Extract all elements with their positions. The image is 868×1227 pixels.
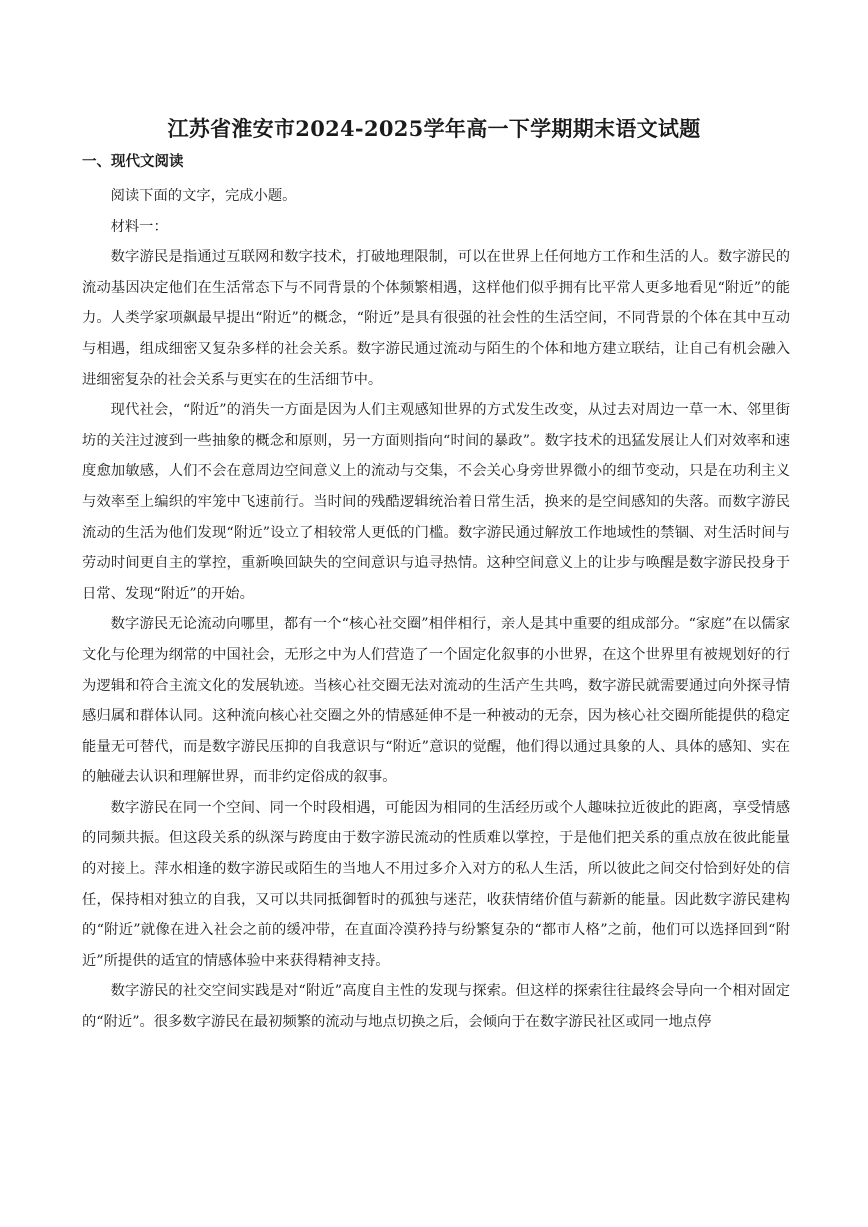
passage-paragraph: 数字游民无论流动向哪里，都有一个“核心社交圈”相伴相行，亲人是其中重要的组成部分。“家庭”在以儒家文化与伦理为纲常的中国社会，无形之中为人们营造了一个固定化叙事的小世界，在这个世界里有被规划好的行为逻辑和符合主流文化的发展轨迹。当核心社交圈无法对流动的生活产生共鸣，数字游民就需要通过向外探寻情感归属和群体认同。这种流向核心社交圈之外的情感延伸不是一种被动的无奈，因为核心社交圈所能提供的稳定能量无可替代，而是数字游民压抑的自我意识与“附近”意识的觉醒，他们得以通过具象的人、具体的感知、实在的触碰去认识和理解世界，而非约定俗成的叙事。 bbox=[82, 616, 790, 786]
instruction-text: 阅读下面的文字，完成小题。 bbox=[110, 188, 297, 204]
reading-passage bbox=[82, 181, 790, 1038]
passage-paragraph: 数字游民在同一个空间、同一个时段相遇，可能因为相同的生活经历或个人趣味拉近彼此的距离，享受情感的同频共振。但这段关系的纵深与跨度由于数字游民流动的性质难以掌控，于是他们把关系的重点放在彼此能量的对接上。萍水相逢的数字游民或陌生的当地人不用过多介入对方的私人生活，所以彼此之间交付恰到好处的信任，保持相对独立的自我，又可以共同抵御暂时的孤独与迷茫，收获情绪价值与薪新的能量。因此数字游民建构的“附近”就像在进入社会之前的缓冲带，在直面冷漠矜持与纷繁复杂的“都市人格”之前，他们可以选择回到“附近”所提供的适宜的情感体验中来获得精神支持。 bbox=[82, 799, 790, 969]
passage-paragraph: 数字游民的社交空间实践是对“附近”高度自主性的发现与探索。但这样的探索往往最终会导向一个相对固定的“附近”。很多数字游民在最初频繁的流动与地点切换之后，会倾向于在数字游民社区或同一地点停 bbox=[82, 983, 790, 1031]
passage-paragraph: 数字游民是指通过互联网和数字技术，打破地理限制，可以在世界上任何地方工作和生活的人。数字游民的流动基因决定他们在生活常态下与不同背景的个体频繁相遇，这样他们似乎拥有比平常人更多地看见“附近”的能力。人类学家项飙最早提出“附近”的概念，“附近”是具有很强的社会性的生活空间，不同背景的个体在其中互动与相遇，组成细密又复杂多样的社会关系。数字游民通过流动与陌生的个体和地方建立联结，让自己有机会融入进细密复杂的社会关系与更实在的生活细节中。 bbox=[82, 249, 790, 388]
document-title: 江苏省淮安市2024-2025学年高一下学期期末语文试题 bbox=[167, 116, 701, 141]
section-heading: 一、现代文阅读 bbox=[82, 153, 184, 170]
material-label: 材料一： bbox=[110, 218, 168, 235]
passage-paragraph: 现代社会，“附近”的消失一方面是因为人们主观感知世界的方式发生改变，从过去对周边一草一木、邻里街坊的关注过渡到一些抽象的概念和原则，另一方面则指向“时间的暴政”。数字技术的迅猛发展让人们对效率和速度愈加敏感，人们不会在意周边空间意义上的流动与交集，不会关心身旁世界微小的细节变动，只是在功利主义与效率至上编织的牢笼中飞速前行。当时间的残酷逻辑统治着日常生活，换来的是空间感知的失落。而数字游民流动的生活为他们发现“附近”设立了相较常人更低的门槛。数字游民通过解放工作地域性的禁锢、对生活时间与劳动时间更自主的掌控，重新唤回缺失的空间意识与追寻热情。这种空间意义上的让步与唤醒是数字游民投身于日常、发现“附近”的开始。 bbox=[82, 402, 790, 602]
